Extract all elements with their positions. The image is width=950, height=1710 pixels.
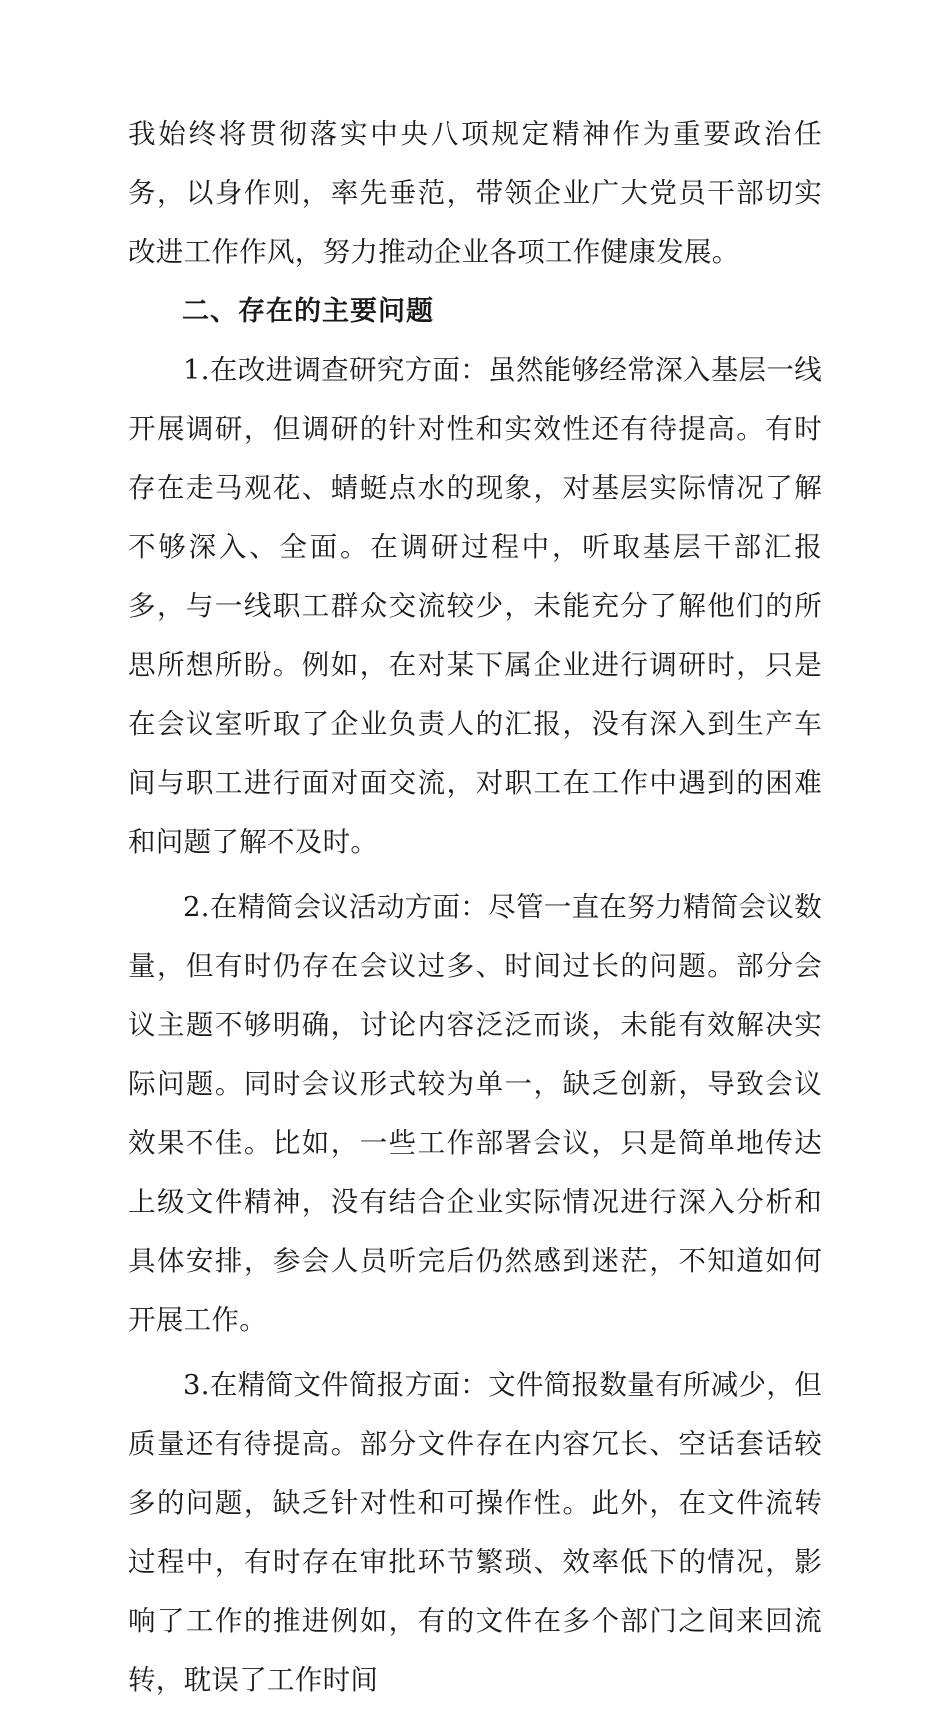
section-heading-main-problems: 二、存在的主要问题 (182, 296, 434, 327)
document-body (128, 105, 822, 1710)
paragraph-opening-continued: 我始终将贯彻落实中央八项规定精神作为重要政治任务，以身作则，率先垂范，带领企业广大党员干部切实改进工作作风，努力推动企业各项工作健康发展。 (128, 118, 822, 268)
paragraph-item-2-meetings: 2.在精简会议活动方面：尽管一直在努力精简会议数量，但有时仍存在会议过多、时间过长的问题。部分会议主题不够明确，讨论内容泛泛而谈，未能有效解决实际问题。同时会议形式较为单一，缺乏创新，导致会议效果不佳。比如，一些工作部署会议，只是简单地传达上级文件精神，没有结合企业实际情况进行深入分析和具体安排，参会人员听完后仍然感到迷茫，不知道如何开展工作。 (128, 891, 822, 1336)
paragraph-item-3-documents: 3.在精简文件简报方面：文件简报数量有所减少，但质量还有待提高。部分文件存在内容冗长、空话套话较多的问题，缺乏针对性和可操作性。此外，在文件流转过程中，有时存在审批环节繁琐、效率低下的情况，影响了工作的推进例如，有的文件在多个部门之间来回流转，耽误了工作时间 (128, 1369, 822, 1696)
paragraph-item-1-research: 1.在改进调查研究方面：虽然能够经常深入基层一线开展调研，但调研的针对性和实效性还有待提高。有时存在走马观花、蜻蜓点水的现象，对基层实际情况了解不够深入、全面。在调研过程中，听取基层干部汇报多，与一线职工群众交流较少，未能充分了解他们的所思所想所盼。例如，在对某下属企业进行调研时，只是在会议室听取了企业负责人的汇报，没有深入到生产车间与职工进行面对面交流，对职工在工作中遇到的困难和问题了解不及时。 (128, 354, 822, 858)
